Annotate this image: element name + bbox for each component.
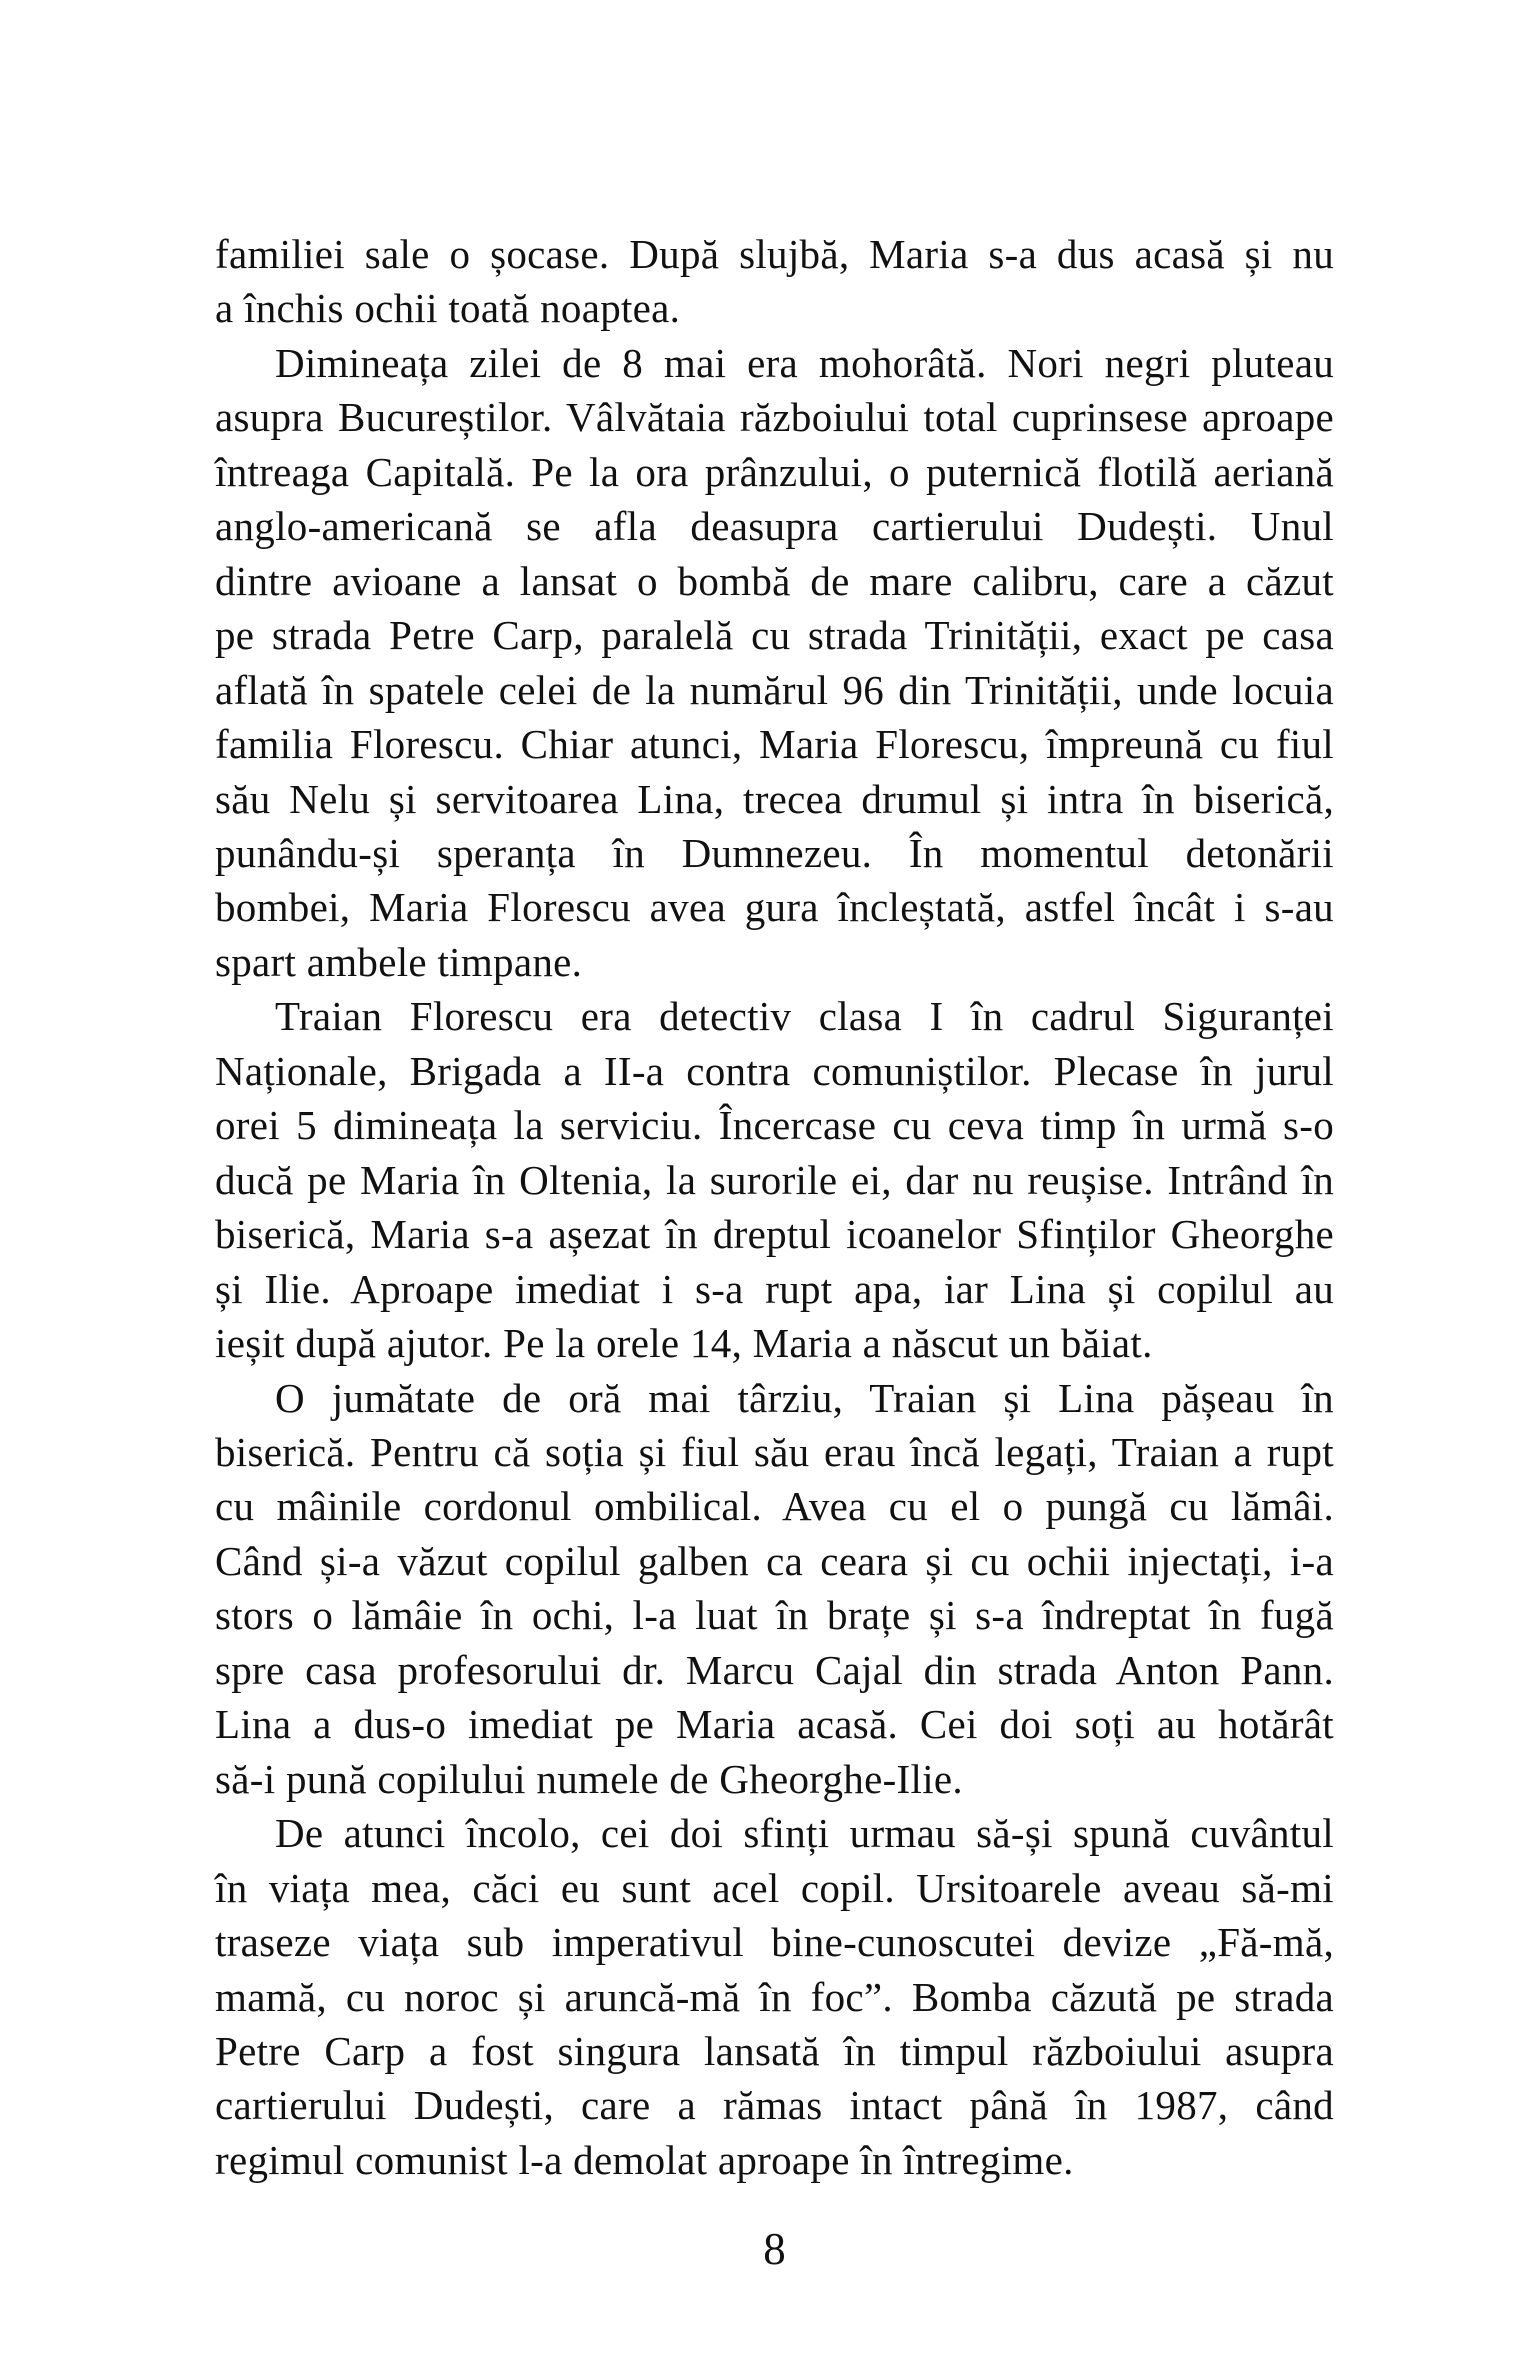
text-line: stors o lămâie în ochi, l-a luat în brațe și s-a îndreptat în fugă [215, 1592, 1334, 1639]
text-line: dintre avioane a lansat o bombă de mare calibru, care a căzut [215, 557, 1334, 604]
text-line: Petre Carp a fost singura lansată în timpul războiului asupra [215, 2027, 1334, 2074]
text-line: traseze viața sub imperativul bine-cunoscutei devize „Fă-mă, [215, 1919, 1334, 1966]
text-line: și Ilie. Aproape imediat i s-a rupt apa, iar Lina și copilul au [215, 1265, 1334, 1312]
text-line: a închis ochii toată noaptea. [215, 285, 681, 332]
text-line: ieșit după ajutor. Pe la orele 14, Maria a născut un băiat. [215, 1320, 1153, 1367]
text-line: întreaga Capitală. Pe la ora prânzului, o puternică flotilă aeriană [215, 448, 1334, 495]
text-line: Lina a dus-o imediat pe Maria acasă. Cei doi soți au hotărât [215, 1701, 1334, 1748]
text-line: familiei sale o șocase. După slujbă, Maria s-a dus acasă și nu [215, 231, 1334, 277]
body-text [215, 227, 1334, 2187]
text-line: orei 5 dimineața la serviciu. Încercase cu ceva timp în urmă s-o [215, 1102, 1334, 1149]
text-line: cartierului Dudești, care a rămas intact până în 1987, când [215, 2082, 1334, 2129]
paragraph [215, 1806, 1334, 2187]
text-line: să-i pună copilului numele de Gheorghe-Ilie. [215, 1755, 963, 1802]
text-line: biserică. Pentru că soția și fiul său erau încă legați, Traian a rupt [215, 1428, 1334, 1475]
text-line: Traian Florescu era detectiv clasa I în cadrul Siguranței [275, 993, 1334, 1040]
paragraph [215, 227, 1334, 336]
text-line: pe strada Petre Carp, paralelă cu strada Trinității, exact pe casa [215, 612, 1334, 659]
text-line: asupra Bucureștilor. Vâlvătaia războiului total cuprinsese aproape [215, 394, 1334, 441]
page-number: 8 [763, 2224, 786, 2274]
text-line: Dimineața zilei de 8 mai era mohorâtă. Nori negri pluteau [275, 339, 1334, 386]
paragraph [215, 989, 1334, 1370]
text-line: spart ambele timpane. [215, 938, 583, 985]
text-line: Naționale, Brigada a II-a contra comuniștilor. Plecase în jurul [215, 1047, 1334, 1094]
text-line: mamă, cu noroc și aruncă-mă în foc”. Bomba căzută pe strada [215, 1973, 1334, 2020]
text-line: biserică, Maria s-a așezat în dreptul icoanelor Sfinților Gheorghe [215, 1211, 1334, 1258]
text-line: Când și-a văzut copilul galben ca ceara și cu ochii injectați, i-a [215, 1537, 1334, 1584]
text-line: său Nelu și servitoarea Lina, trecea drumul și intra în biserică, [215, 775, 1334, 822]
paragraph [215, 336, 1334, 989]
text-line: O jumătate de oră mai târziu, Traian și Lina pășeau în [275, 1374, 1334, 1421]
text-line: familia Florescu. Chiar atunci, Maria Florescu, împreună cu fiul [215, 721, 1334, 768]
paragraph [215, 1371, 1334, 1807]
text-line: aflată în spatele celei de la numărul 96 din Trinității, unde locuia [215, 666, 1334, 713]
text-line: bombei, Maria Florescu avea gura încleștată, astfel încât i s-au [215, 884, 1334, 931]
text-line: anglo-americană se afla deasupra cartierului Dudești. Unul [215, 503, 1334, 550]
text-line: De atunci încolo, cei doi sfinți urmau să-și spună cuvântul [275, 1810, 1334, 1857]
text-line: spre casa profesorului dr. Marcu Cajal din strada Anton Pann. [215, 1646, 1334, 1693]
text-line: în viața mea, căci eu sunt acel copil. Ursitoarele aveau să-mi [215, 1864, 1334, 1911]
text-line: ducă pe Maria în Oltenia, la surorile ei, dar nu reușise. Intrând în [215, 1156, 1334, 1203]
text-line: cu mâinile cordonul ombilical. Avea cu el o pungă cu lămâi. [215, 1483, 1334, 1530]
text-line: punându-și speranța în Dumnezeu. În momentul detonării [215, 829, 1334, 876]
text-line: regimul comunist l-a demolat aproape în întregime. [215, 2136, 1074, 2183]
